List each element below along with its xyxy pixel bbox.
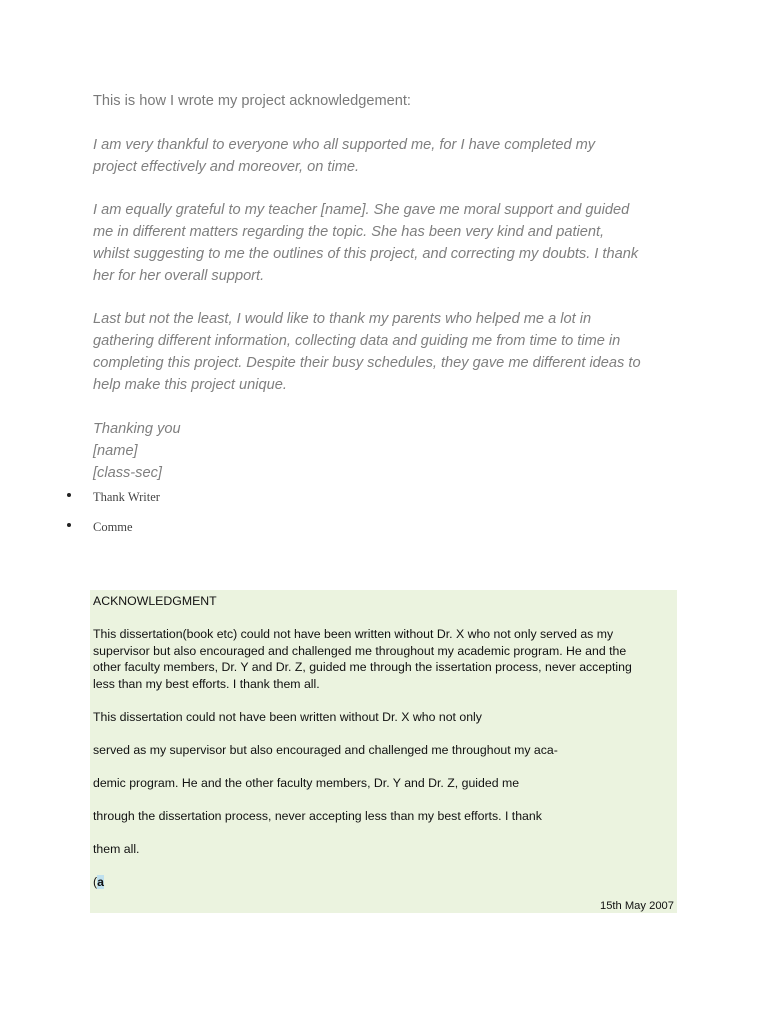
acknowledgment-box: [90, 590, 677, 913]
paragraph-line: whilst suggesting to me the outlines of this project, and correcting my doubts. I thank: [93, 246, 639, 262]
box-text-line: through the dissertation process, never accepting less than my best efforts. I thank: [93, 809, 542, 823]
list-item-comment[interactable]: [0, 518, 768, 548]
paragraph-thanks-parents: [93, 308, 683, 396]
box-paragraph-line: supervisor but also encouraged and challenged me throughout my academic program. He and the: [93, 643, 627, 658]
paragraph-line: her for her overall support.: [93, 268, 265, 284]
text-fragment[interactable]: [93, 874, 104, 891]
box-text-line: them all.: [93, 842, 140, 856]
action-list: [0, 488, 768, 548]
paragraph-thanks-teacher: [93, 199, 683, 287]
paragraph-line: I am equally grateful to my teacher [name]. She gave me moral support and guided: [93, 202, 630, 218]
paragraph-line: completing this project. Despite their busy schedules, they gave me different ideas to: [93, 355, 641, 371]
intro-text: This is how I wrote my project acknowledgement:: [93, 93, 411, 109]
date-label: 15th May 2007: [599, 900, 674, 912]
box-text-line: demic program. He and the other faculty members, Dr. Y and Dr. Z, guided me: [93, 776, 520, 790]
box-paragraph-line: This dissertation(book etc) could not have been written without Dr. X who not only served as my: [93, 627, 614, 641]
list-item-thank-writer[interactable]: [0, 488, 768, 518]
box-text-line: This dissertation could not have been written without Dr. X who not only: [93, 710, 482, 724]
text-cursor-selection[interactable]: a: [97, 875, 104, 889]
paragraph-line: me in different matters regarding the topic. She has been very kind and patient,: [93, 224, 605, 240]
paragraph-thanks-everyone: [93, 134, 683, 178]
paragraph-line: help make this project unique.: [93, 377, 287, 393]
paragraph-line: project effectively and moreover, on time.: [93, 159, 360, 175]
box-heading: ACKNOWLEDGMENT: [93, 594, 217, 608]
signature-block: [93, 418, 683, 484]
list-item-label[interactable]: Comme: [93, 520, 133, 534]
bullet-icon: [67, 493, 71, 497]
signature-line: [name]: [93, 443, 138, 459]
paragraph-line: Last but not the least, I would like to thank my parents who helped me a lot in: [93, 311, 592, 327]
box-text-line: served as my supervisor but also encouraged and challenged me throughout my aca-: [93, 743, 558, 757]
signature-line: Thanking you: [93, 421, 181, 437]
bullet-icon: [67, 523, 71, 527]
paragraph-line: I am very thankful to everyone who all supported me, for I have completed my: [93, 137, 596, 153]
list-item-label[interactable]: Thank Writer: [93, 490, 160, 504]
paragraph-line: gathering different information, collecting data and guiding me from time to time in: [93, 333, 621, 349]
signature-line: [class-sec]: [93, 465, 162, 481]
box-paragraph-line: less than my best efforts. I thank them all.: [93, 676, 320, 691]
fragment-prefix: (: [93, 875, 98, 889]
box-paragraph-line: other faculty members, Dr. Y and Dr. Z, guided me through the issertation process, never accepting: [93, 660, 632, 674]
